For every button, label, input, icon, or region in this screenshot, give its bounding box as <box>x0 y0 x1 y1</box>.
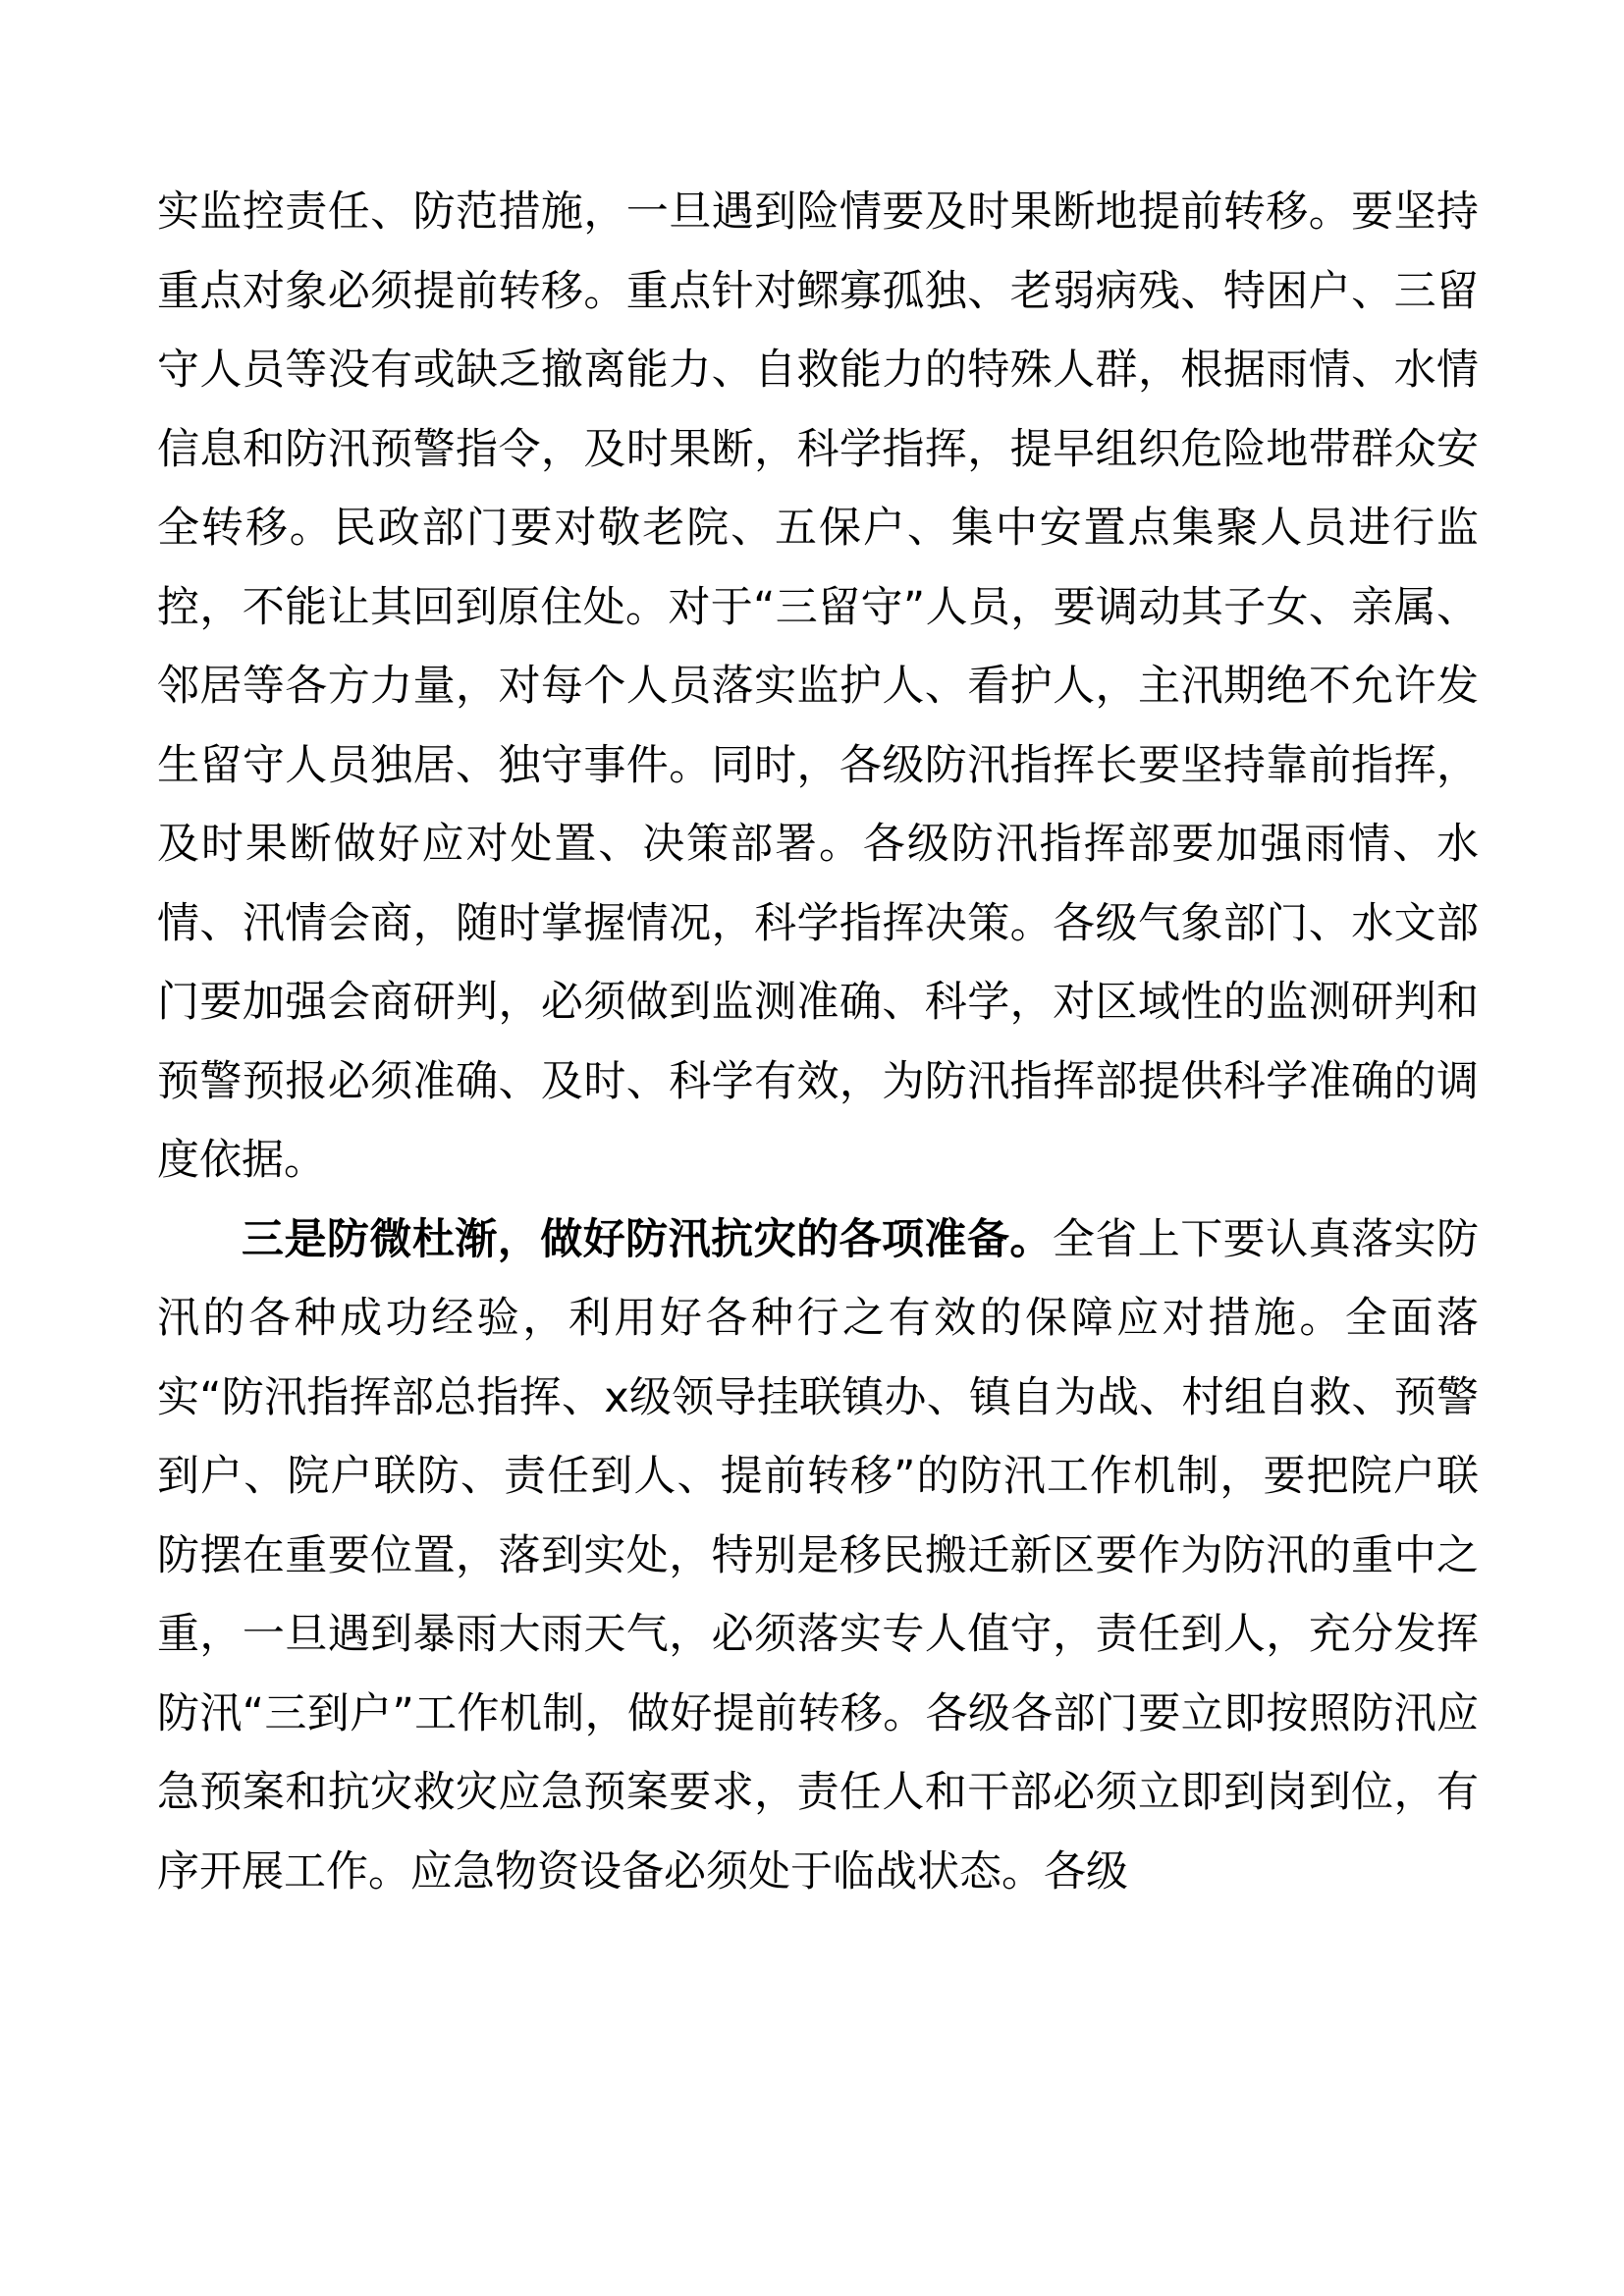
paragraph-2-body: 全省上下要认真落实防汛的各种成功经验，利用好各种行之有效的保障应对措施。全面落实“防汛指挥部总指挥、x级领导挂联镇办、镇自为战、村组自救、预警到户、院户联防、责任到人、提前转移”的防汛工作机制，要把院户联防摆在重要位置，落到实处，特别是移民搬迁新区要作为防汛的重中之重，一旦遇到暴雨大雨天气，必须落实专人值守，责任到人，充分发挥防汛“三到户”工作机制，做好提前转移。各级各部门要立即按照防汛应急预案和抗灾救灾应急预案要求，责任人和干部必须立即到岗到位，有序开展工作。应急物资设备必须处于临战状态。各级 <box>157 1214 1480 1896</box>
document-body <box>157 173 1479 1911</box>
paragraph-continued <box>157 173 1479 1201</box>
paragraph-1-text: 实监控责任、防范措施，一旦遇到险情要及时果断地提前转移。要坚持重点对象必须提前转移。重点针对鳏寡孤独、老弱病残、特困户、三留守人员等没有或缺乏撤离能力、自救能力的特殊人群，根据雨情、水情信息和防汛预警指令，及时果断，科学指挥，提早组织危险地带群众安全转移。民政部门要对敬老院、五保户、集中安置点集聚人员进行监控，不能让其回到原住处。对于“三留守”人员，要调动其子女、亲属、邻居等各方力量，对每个人员落实监护人、看护人，主汛期绝不允许发生留守人员独居、独守事件。同时，各级防汛指挥长要坚持靠前指挥，及时果断做好应对处置、决策部署。各级防汛指挥部要加强雨情、水情、汛情会商，随时掌握情况，科学指挥决策。各级气象部门、水文部门要加强会商研判，必须做到监测准确、科学，对区域性的监测研判和预警预报必须准确、及时、科学有效，为防汛指挥部提供科学准确的调度依据。 <box>157 187 1479 1185</box>
paragraph-2-lead: 三是防微杜渐，做好防汛抗灾的各项准备。 <box>242 1214 1053 1264</box>
paragraph-section-three <box>157 1201 1479 1912</box>
